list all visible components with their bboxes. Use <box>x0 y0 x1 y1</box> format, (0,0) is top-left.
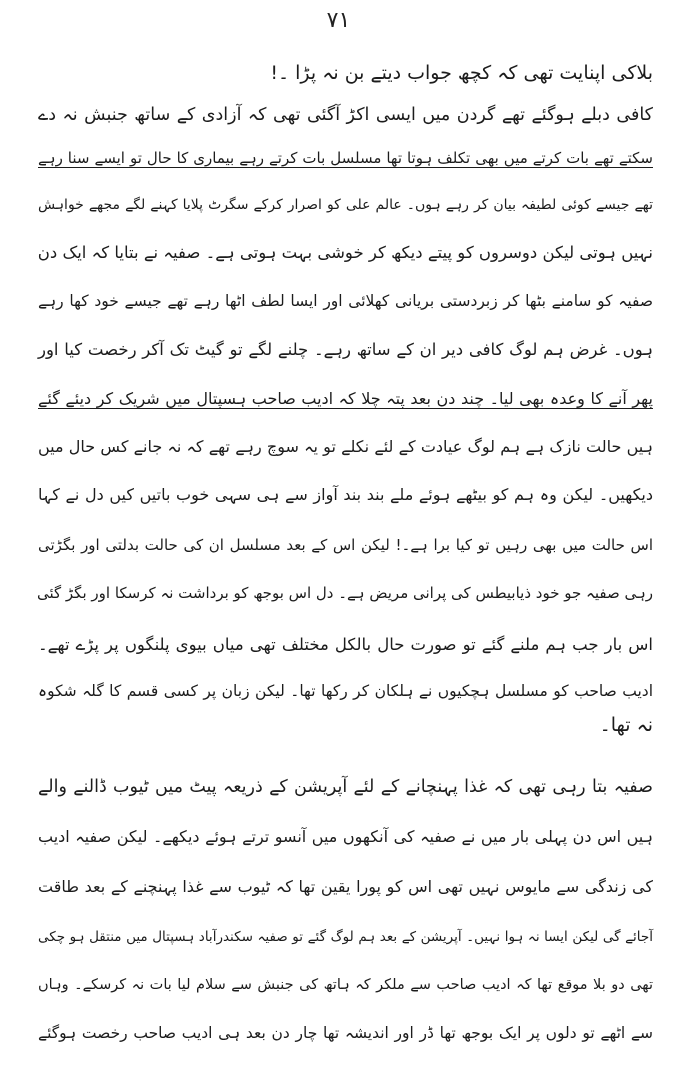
text-line-16: صفیہ بتا رہی تھی کہ غذا پہنچانے کے لئے آپریشن کے ذریعہ پیٹ میں ٹیوب ڈالنے والے <box>38 777 653 797</box>
text-line-9: ہیں حالت نازک ہے ہم لوگ عیادت کے لئے نکلے تو یہ سوچ رہے تھے کہ نہ جانے کس حال میں <box>38 437 653 456</box>
text-line-8: پھر آنے کا وعدہ بھی لیا۔ چند دن بعد پتہ چلا کہ ادیب صاحب ہسپتال میں شریک کر دیئے گئے <box>38 389 653 408</box>
page-number: ۷۱ <box>326 8 351 33</box>
text-line-1: بلاکی اپنایت تھی کہ کچھ جواب دیتے بن نہ پڑا ۔! <box>270 62 653 84</box>
text-line-4: تھے جیسے کوئی لطیفہ بیان کر رہے ہوں۔ عالم علی کو اصرار کرکے سگرٹ پلایا کہنے لگے مجھے خواہش <box>38 197 653 213</box>
text-line-19: آجائے گی لیکن ایسا نہ ہوا نہیں۔ آپریشن کے بعد ہم لوگ گئے تو صفیہ سکندرآباد ہسپتال میں منتقل ہو چکی <box>38 929 653 945</box>
text-line-13: اس بار جب ہم ملنے گئے تو صورت حال بالکل مختلف تھی میاں بیوی پلنگوں پر پڑے تھے۔ <box>38 635 653 654</box>
text-line-3: سکتے تھے بات کرتے میں بھی تکلف ہوتا تھا مسلسل بات کرتے رہے بیماری کا حال تو ایسے سنا رہے <box>38 149 653 167</box>
text-line-10: دیکھیں۔ لیکن وہ ہم کو بیٹھے ہوئے ملے بند بند آواز سے ہی سہی خوب باتیں کیں دل نے کہا <box>38 485 653 504</box>
text-line-20: تھی دو بلا موقع تھا کہ ادیب صاحب سے ملکر کہ ہاتھ کی جنبش سے سلام لیا بات نہ کرسکے۔ وہاں <box>38 977 653 993</box>
text-line-21: سے اٹھے تو دلوں پر ایک بوجھ تھا ڈر اور اندیشہ تھا چار دن بعد ہی ادیب صاحب رخصت ہوگئے <box>38 1024 653 1042</box>
text-line-7: ہوں۔ غرض ہم لوگ کافی دیر ان کے ساتھ رہے۔ چلنے لگے تو گیٹ تک آکر رخصت کیا اور <box>38 340 653 359</box>
text-line-5: نہیں ہوتی لیکن دوسروں کو پیتے دیکھ کر خوشی بہت ہوتی ہے۔ صفیہ نے بتایا کہ ایک دن <box>37 243 653 262</box>
text-line-14: ادیب صاحب کو مسلسل ہچکیوں نے ہلکان کر رکھا تھا۔ لیکن زبان پر کسی قسم کا گلہ شکوہ <box>38 682 653 700</box>
text-line-17: ہیں اس دن پہلی بار میں نے صفیہ کی آنکھوں میں آنسو ترتے ہوئے دیکھے۔ لیکن صفیہ ادیب <box>38 827 653 846</box>
text-line-11: اس حالت میں بھی رہیں تو کیا برا ہے۔! لیکن اس کے بعد مسلسل ان کی حالت بدلتی اور بگڑتی <box>38 536 653 554</box>
text-line-6: صفیہ کو سامنے بٹھا کر زبردستی بریانی کھلائی اور ایسا لطف اٹھا رہے تھے جیسے خود کھا رہے <box>38 292 653 310</box>
text-line-2: کافی دبلے ہوگئے تھے گردن میں ایسی اکڑ آگئی تھی کہ آزادی کے ساتھ جنبش نہ دے <box>38 105 653 125</box>
text-line-15: نہ تھا۔ <box>599 714 653 736</box>
text-line-18: کی زندگی سے مایوس نہیں تھی اس کو پورا یقین تھا کہ ٹیوب سے غذا پہنچنے کے بعد طاقت <box>38 877 653 896</box>
text-line-12: رہی صفیہ جو خود ذیابیطس کی پرانی مریض ہے۔ دل اس بوجھ کو برداشت نہ کرسکا اور بگڑ گئی <box>36 584 653 602</box>
